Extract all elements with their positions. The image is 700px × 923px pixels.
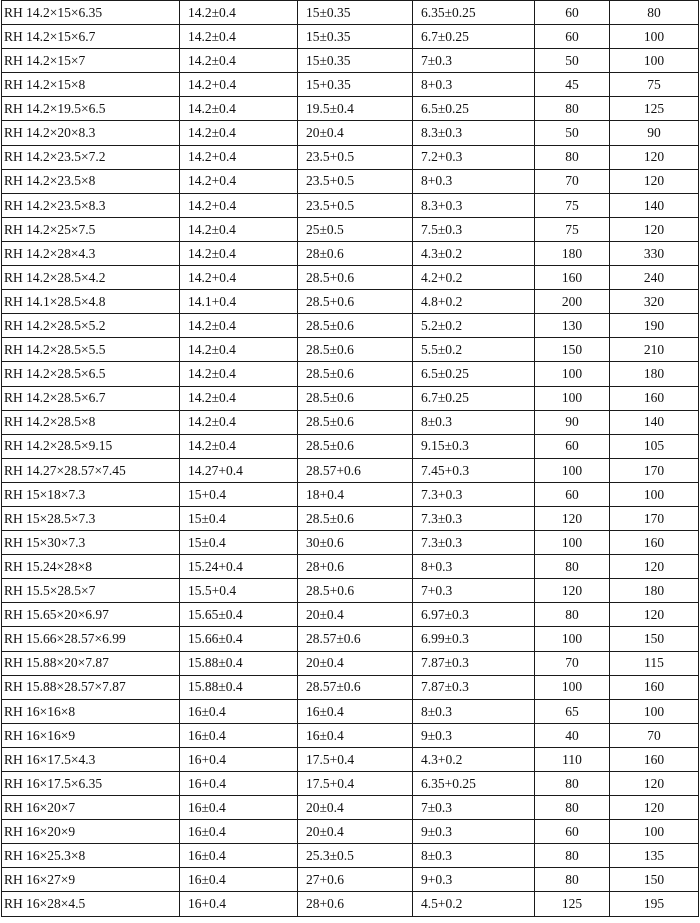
table-row xyxy=(2,25,699,49)
outer-diameter-cell: 28+0.6 xyxy=(298,555,413,579)
width-cell: 7.45+0.3 xyxy=(413,458,535,482)
outer-diameter-cell: 28.57+0.6 xyxy=(298,458,413,482)
model-cell: RH 15.65×20×6.97 xyxy=(2,603,180,627)
outer-diameter-cell: 28.5+0.6 xyxy=(298,266,413,290)
width-cell: 5.5±0.2 xyxy=(413,338,535,362)
value2-cell: 320 xyxy=(610,290,699,314)
outer-diameter-cell: 20±0.4 xyxy=(298,820,413,844)
value1-cell: 60 xyxy=(535,25,610,49)
value2-cell: 135 xyxy=(610,844,699,868)
value2-cell: 160 xyxy=(610,531,699,555)
width-cell: 7+0.3 xyxy=(413,579,535,603)
model-cell: RH 14.2×28.5×4.2 xyxy=(2,266,180,290)
outer-diameter-cell: 20±0.4 xyxy=(298,651,413,675)
value2-cell: 120 xyxy=(610,169,699,193)
value2-cell: 180 xyxy=(610,579,699,603)
model-cell: RH 16×25.3×8 xyxy=(2,844,180,868)
table-row xyxy=(2,97,699,121)
value2-cell: 115 xyxy=(610,651,699,675)
outer-diameter-cell: 16±0.4 xyxy=(298,699,413,723)
value2-cell: 80 xyxy=(610,1,699,25)
inner-diameter-cell: 14.2±0.4 xyxy=(180,362,298,386)
value2-cell: 140 xyxy=(610,410,699,434)
width-cell: 4.5+0.2 xyxy=(413,892,535,916)
value2-cell: 195 xyxy=(610,892,699,916)
outer-diameter-cell: 15+0.35 xyxy=(298,73,413,97)
inner-diameter-cell: 14.2±0.4 xyxy=(180,314,298,338)
model-cell: RH 14.2×23.5×8.3 xyxy=(2,193,180,217)
value2-cell: 120 xyxy=(610,555,699,579)
outer-diameter-cell: 28.5±0.6 xyxy=(298,506,413,530)
table-row xyxy=(2,266,699,290)
table-row xyxy=(2,121,699,145)
table-row xyxy=(2,362,699,386)
table-row xyxy=(2,217,699,241)
outer-diameter-cell: 28.57±0.6 xyxy=(298,675,413,699)
table-row xyxy=(2,241,699,265)
value2-cell: 120 xyxy=(610,772,699,796)
inner-diameter-cell: 16±0.4 xyxy=(180,699,298,723)
inner-diameter-cell: 16±0.4 xyxy=(180,820,298,844)
value1-cell: 200 xyxy=(535,290,610,314)
model-cell: RH 16×16×8 xyxy=(2,699,180,723)
table-row xyxy=(2,482,699,506)
table-row xyxy=(2,410,699,434)
value2-cell: 75 xyxy=(610,73,699,97)
inner-diameter-cell: 14.2±0.4 xyxy=(180,49,298,73)
width-cell: 8+0.3 xyxy=(413,169,535,193)
value2-cell: 330 xyxy=(610,241,699,265)
value1-cell: 100 xyxy=(535,386,610,410)
outer-diameter-cell: 17.5+0.4 xyxy=(298,772,413,796)
inner-diameter-cell: 15.24+0.4 xyxy=(180,555,298,579)
model-cell: RH 16×17.5×4.3 xyxy=(2,747,180,771)
model-cell: RH 16×17.5×6.35 xyxy=(2,772,180,796)
model-cell: RH 15.66×28.57×6.99 xyxy=(2,627,180,651)
value1-cell: 80 xyxy=(535,555,610,579)
width-cell: 7.87±0.3 xyxy=(413,651,535,675)
inner-diameter-cell: 14.2+0.4 xyxy=(180,169,298,193)
inner-diameter-cell: 14.2±0.4 xyxy=(180,121,298,145)
outer-diameter-cell: 23.5+0.5 xyxy=(298,169,413,193)
model-cell: RH 14.2×28.5×6.5 xyxy=(2,362,180,386)
value1-cell: 75 xyxy=(535,217,610,241)
width-cell: 4.2+0.2 xyxy=(413,266,535,290)
table-body xyxy=(2,1,699,917)
width-cell: 6.7±0.25 xyxy=(413,25,535,49)
model-cell: RH 15×18×7.3 xyxy=(2,482,180,506)
value2-cell: 100 xyxy=(610,482,699,506)
value2-cell: 190 xyxy=(610,314,699,338)
width-cell: 7±0.3 xyxy=(413,49,535,73)
width-cell: 6.5±0.25 xyxy=(413,362,535,386)
width-cell: 9±0.3 xyxy=(413,820,535,844)
outer-diameter-cell: 20±0.4 xyxy=(298,796,413,820)
model-cell: RH 15×30×7.3 xyxy=(2,531,180,555)
width-cell: 6.99±0.3 xyxy=(413,627,535,651)
outer-diameter-cell: 23.5+0.5 xyxy=(298,145,413,169)
inner-diameter-cell: 15.66±0.4 xyxy=(180,627,298,651)
value1-cell: 60 xyxy=(535,820,610,844)
model-cell: RH 14.2×28.5×9.15 xyxy=(2,434,180,458)
value1-cell: 80 xyxy=(535,97,610,121)
inner-diameter-cell: 14.2+0.4 xyxy=(180,145,298,169)
value1-cell: 100 xyxy=(535,675,610,699)
inner-diameter-cell: 16+0.4 xyxy=(180,747,298,771)
width-cell: 8.3+0.3 xyxy=(413,193,535,217)
table-row xyxy=(2,820,699,844)
inner-diameter-cell: 14.1+0.4 xyxy=(180,290,298,314)
inner-diameter-cell: 14.27+0.4 xyxy=(180,458,298,482)
model-cell: RH 14.2×15×6.35 xyxy=(2,1,180,25)
model-cell: RH 14.1×28.5×4.8 xyxy=(2,290,180,314)
model-cell: RH 14.2×23.5×8 xyxy=(2,169,180,193)
value2-cell: 170 xyxy=(610,506,699,530)
width-cell: 4.3+0.2 xyxy=(413,747,535,771)
outer-diameter-cell: 28.57±0.6 xyxy=(298,627,413,651)
model-cell: RH 14.2×15×6.7 xyxy=(2,25,180,49)
width-cell: 9+0.3 xyxy=(413,868,535,892)
value2-cell: 160 xyxy=(610,386,699,410)
value2-cell: 90 xyxy=(610,121,699,145)
model-cell: RH 14.27×28.57×7.45 xyxy=(2,458,180,482)
width-cell: 4.8+0.2 xyxy=(413,290,535,314)
outer-diameter-cell: 27+0.6 xyxy=(298,868,413,892)
inner-diameter-cell: 15+0.4 xyxy=(180,482,298,506)
value1-cell: 120 xyxy=(535,506,610,530)
width-cell: 9.15±0.3 xyxy=(413,434,535,458)
value1-cell: 60 xyxy=(535,1,610,25)
width-cell: 7.2+0.3 xyxy=(413,145,535,169)
value1-cell: 100 xyxy=(535,458,610,482)
model-cell: RH 14.2×28.5×5.5 xyxy=(2,338,180,362)
table-row xyxy=(2,145,699,169)
outer-diameter-cell: 28.5+0.6 xyxy=(298,579,413,603)
value1-cell: 70 xyxy=(535,169,610,193)
outer-diameter-cell: 19.5±0.4 xyxy=(298,97,413,121)
value1-cell: 160 xyxy=(535,266,610,290)
model-cell: RH 14.2×28.5×5.2 xyxy=(2,314,180,338)
model-cell: RH 15.24×28×8 xyxy=(2,555,180,579)
width-cell: 6.7±0.25 xyxy=(413,386,535,410)
outer-diameter-cell: 28.5±0.6 xyxy=(298,338,413,362)
value1-cell: 100 xyxy=(535,627,610,651)
table-row xyxy=(2,531,699,555)
inner-diameter-cell: 15±0.4 xyxy=(180,531,298,555)
value1-cell: 120 xyxy=(535,579,610,603)
outer-diameter-cell: 15±0.35 xyxy=(298,25,413,49)
table-row xyxy=(2,651,699,675)
width-cell: 8±0.3 xyxy=(413,844,535,868)
inner-diameter-cell: 16±0.4 xyxy=(180,723,298,747)
width-cell: 7.87±0.3 xyxy=(413,675,535,699)
model-cell: RH 14.2×20×8.3 xyxy=(2,121,180,145)
inner-diameter-cell: 14.2+0.4 xyxy=(180,266,298,290)
value2-cell: 150 xyxy=(610,627,699,651)
width-cell: 7.3+0.3 xyxy=(413,482,535,506)
inner-diameter-cell: 14.2±0.4 xyxy=(180,217,298,241)
outer-diameter-cell: 15±0.35 xyxy=(298,1,413,25)
inner-diameter-cell: 14.2+0.4 xyxy=(180,73,298,97)
value1-cell: 130 xyxy=(535,314,610,338)
model-cell: RH 16×20×7 xyxy=(2,796,180,820)
table-row xyxy=(2,434,699,458)
width-cell: 6.35±0.25 xyxy=(413,1,535,25)
value1-cell: 45 xyxy=(535,73,610,97)
width-cell: 8+0.3 xyxy=(413,555,535,579)
value1-cell: 100 xyxy=(535,362,610,386)
inner-diameter-cell: 14.2±0.4 xyxy=(180,97,298,121)
table-row xyxy=(2,844,699,868)
model-cell: RH 14.2×28×4.3 xyxy=(2,241,180,265)
table-row xyxy=(2,193,699,217)
model-cell: RH 14.2×23.5×7.2 xyxy=(2,145,180,169)
outer-diameter-cell: 23.5+0.5 xyxy=(298,193,413,217)
table-row xyxy=(2,169,699,193)
value2-cell: 210 xyxy=(610,338,699,362)
value2-cell: 120 xyxy=(610,603,699,627)
width-cell: 8±0.3 xyxy=(413,699,535,723)
outer-diameter-cell: 28.5±0.6 xyxy=(298,386,413,410)
inner-diameter-cell: 15.88±0.4 xyxy=(180,675,298,699)
inner-diameter-cell: 14.2±0.4 xyxy=(180,386,298,410)
width-cell: 6.97±0.3 xyxy=(413,603,535,627)
value2-cell: 170 xyxy=(610,458,699,482)
inner-diameter-cell: 15.88±0.4 xyxy=(180,651,298,675)
value2-cell: 125 xyxy=(610,97,699,121)
value1-cell: 65 xyxy=(535,699,610,723)
width-cell: 7.5±0.3 xyxy=(413,217,535,241)
model-cell: RH 14.2×15×7 xyxy=(2,49,180,73)
value1-cell: 80 xyxy=(535,603,610,627)
value1-cell: 75 xyxy=(535,193,610,217)
table-row xyxy=(2,868,699,892)
model-cell: RH 16×27×9 xyxy=(2,868,180,892)
table-row xyxy=(2,49,699,73)
model-cell: RH 15.88×28.57×7.87 xyxy=(2,675,180,699)
value1-cell: 80 xyxy=(535,772,610,796)
table-row xyxy=(2,73,699,97)
model-cell: RH 14.2×28.5×8 xyxy=(2,410,180,434)
outer-diameter-cell: 28.5+0.6 xyxy=(298,290,413,314)
value1-cell: 60 xyxy=(535,434,610,458)
value1-cell: 180 xyxy=(535,241,610,265)
table-row xyxy=(2,796,699,820)
table-row xyxy=(2,506,699,530)
model-cell: RH 16×28×4.5 xyxy=(2,892,180,916)
value1-cell: 70 xyxy=(535,651,610,675)
value2-cell: 100 xyxy=(610,699,699,723)
inner-diameter-cell: 16+0.4 xyxy=(180,892,298,916)
table-row xyxy=(2,723,699,747)
table-row xyxy=(2,458,699,482)
width-cell: 5.2±0.2 xyxy=(413,314,535,338)
value1-cell: 110 xyxy=(535,747,610,771)
value1-cell: 80 xyxy=(535,796,610,820)
inner-diameter-cell: 16±0.4 xyxy=(180,796,298,820)
inner-diameter-cell: 14.2±0.4 xyxy=(180,434,298,458)
value2-cell: 120 xyxy=(610,796,699,820)
width-cell: 9±0.3 xyxy=(413,723,535,747)
outer-diameter-cell: 25±0.5 xyxy=(298,217,413,241)
value2-cell: 160 xyxy=(610,675,699,699)
value2-cell: 100 xyxy=(610,820,699,844)
value2-cell: 140 xyxy=(610,193,699,217)
table-row xyxy=(2,579,699,603)
width-cell: 7±0.3 xyxy=(413,796,535,820)
value1-cell: 80 xyxy=(535,145,610,169)
inner-diameter-cell: 16±0.4 xyxy=(180,868,298,892)
value1-cell: 60 xyxy=(535,482,610,506)
width-cell: 8+0.3 xyxy=(413,73,535,97)
inner-diameter-cell: 14.2±0.4 xyxy=(180,25,298,49)
outer-diameter-cell: 25.3±0.5 xyxy=(298,844,413,868)
value1-cell: 40 xyxy=(535,723,610,747)
inner-diameter-cell: 14.2±0.4 xyxy=(180,241,298,265)
table-row xyxy=(2,627,699,651)
model-cell: RH 15×28.5×7.3 xyxy=(2,506,180,530)
value2-cell: 120 xyxy=(610,145,699,169)
inner-diameter-cell: 15.65±0.4 xyxy=(180,603,298,627)
value1-cell: 50 xyxy=(535,49,610,73)
width-cell: 8±0.3 xyxy=(413,410,535,434)
outer-diameter-cell: 17.5+0.4 xyxy=(298,747,413,771)
inner-diameter-cell: 14.2±0.4 xyxy=(180,338,298,362)
value2-cell: 100 xyxy=(610,49,699,73)
model-cell: RH 16×16×9 xyxy=(2,723,180,747)
outer-diameter-cell: 28.5±0.6 xyxy=(298,410,413,434)
table-row xyxy=(2,338,699,362)
table-row xyxy=(2,892,699,916)
model-cell: RH 14.2×15×8 xyxy=(2,73,180,97)
value2-cell: 70 xyxy=(610,723,699,747)
table-row xyxy=(2,699,699,723)
width-cell: 6.5±0.25 xyxy=(413,97,535,121)
inner-diameter-cell: 16±0.4 xyxy=(180,844,298,868)
value2-cell: 100 xyxy=(610,25,699,49)
width-cell: 7.3±0.3 xyxy=(413,531,535,555)
spec-table xyxy=(1,0,699,917)
model-cell: RH 15.88×20×7.87 xyxy=(2,651,180,675)
value1-cell: 90 xyxy=(535,410,610,434)
value1-cell: 80 xyxy=(535,868,610,892)
outer-diameter-cell: 30±0.6 xyxy=(298,531,413,555)
value2-cell: 180 xyxy=(610,362,699,386)
width-cell: 6.35+0.25 xyxy=(413,772,535,796)
table-row xyxy=(2,603,699,627)
model-cell: RH 14.2×28.5×6.7 xyxy=(2,386,180,410)
value1-cell: 150 xyxy=(535,338,610,362)
width-cell: 4.3±0.2 xyxy=(413,241,535,265)
outer-diameter-cell: 18+0.4 xyxy=(298,482,413,506)
table-row xyxy=(2,555,699,579)
table-row xyxy=(2,1,699,25)
table-row xyxy=(2,675,699,699)
outer-diameter-cell: 16±0.4 xyxy=(298,723,413,747)
outer-diameter-cell: 28.5±0.6 xyxy=(298,362,413,386)
inner-diameter-cell: 14.2+0.4 xyxy=(180,193,298,217)
inner-diameter-cell: 15±0.4 xyxy=(180,506,298,530)
model-cell: RH 14.2×19.5×6.5 xyxy=(2,97,180,121)
width-cell: 7.3±0.3 xyxy=(413,506,535,530)
value1-cell: 50 xyxy=(535,121,610,145)
table-row xyxy=(2,772,699,796)
table-row xyxy=(2,386,699,410)
table-row xyxy=(2,314,699,338)
value1-cell: 80 xyxy=(535,844,610,868)
inner-diameter-cell: 15.5+0.4 xyxy=(180,579,298,603)
value1-cell: 100 xyxy=(535,531,610,555)
value2-cell: 105 xyxy=(610,434,699,458)
inner-diameter-cell: 16+0.4 xyxy=(180,772,298,796)
model-cell: RH 15.5×28.5×7 xyxy=(2,579,180,603)
value2-cell: 150 xyxy=(610,868,699,892)
table-row xyxy=(2,290,699,314)
outer-diameter-cell: 20±0.4 xyxy=(298,121,413,145)
outer-diameter-cell: 28.5±0.6 xyxy=(298,434,413,458)
width-cell: 8.3±0.3 xyxy=(413,121,535,145)
outer-diameter-cell: 28+0.6 xyxy=(298,892,413,916)
inner-diameter-cell: 14.2±0.4 xyxy=(180,410,298,434)
outer-diameter-cell: 15±0.35 xyxy=(298,49,413,73)
value2-cell: 240 xyxy=(610,266,699,290)
outer-diameter-cell: 28.5±0.6 xyxy=(298,314,413,338)
value2-cell: 120 xyxy=(610,217,699,241)
value1-cell: 125 xyxy=(535,892,610,916)
model-cell: RH 14.2×25×7.5 xyxy=(2,217,180,241)
outer-diameter-cell: 28±0.6 xyxy=(298,241,413,265)
inner-diameter-cell: 14.2±0.4 xyxy=(180,1,298,25)
model-cell: RH 16×20×9 xyxy=(2,820,180,844)
table-row xyxy=(2,747,699,771)
outer-diameter-cell: 20±0.4 xyxy=(298,603,413,627)
value2-cell: 160 xyxy=(610,747,699,771)
